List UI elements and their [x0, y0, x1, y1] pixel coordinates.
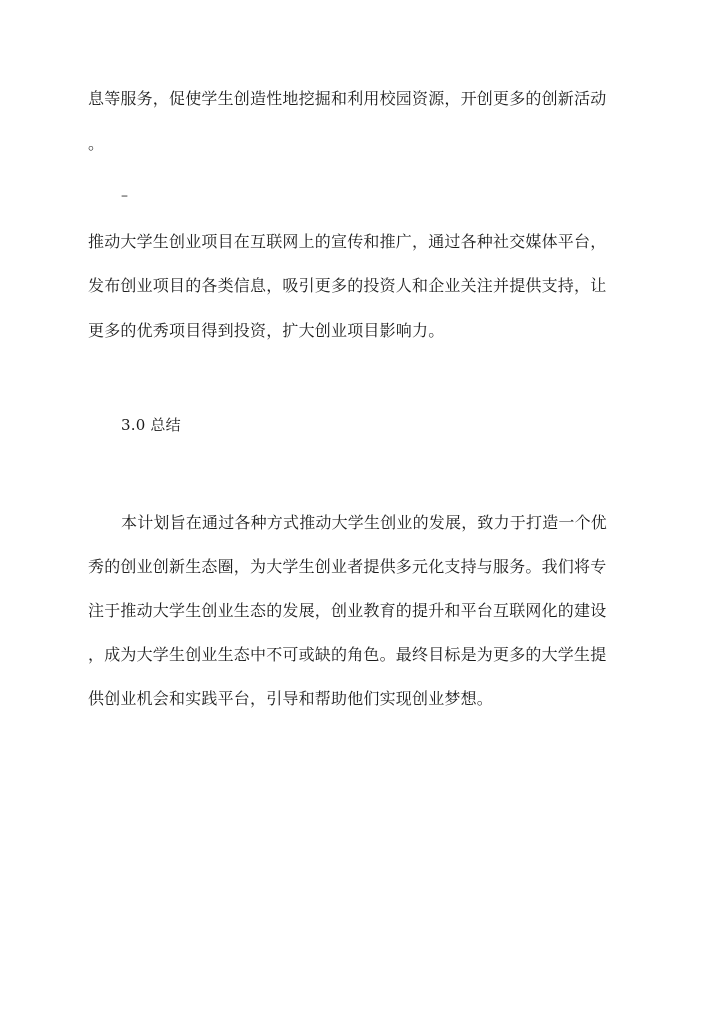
paragraph-line: 更多的优秀项目得到投资，扩大创业项目影响力。: [88, 321, 445, 340]
paragraph-line: 息等服务，促使学生创造性地挖掘和利用校园资源，开创更多的创新活动: [88, 89, 607, 108]
paragraph-line: ，成为大学生创业生态中不可或缺的角色。最终目标是为更多的大学生提: [88, 645, 607, 664]
section-heading: 3.0 总结: [121, 416, 181, 434]
paragraph-line: 。: [88, 134, 105, 153]
list-marker: –: [121, 188, 129, 204]
paragraph-line: 推动大学生创业项目在互联网上的宣传和推广，通过各种社交媒体平台，: [88, 232, 607, 251]
paragraph-line: 注于推动大学生创业生态的发展，创业教育的提升和平台互联网化的建设: [88, 601, 607, 620]
paragraph-line: 发布创业项目的各类信息，吸引更多的投资人和企业关注并提供支持，让: [88, 276, 607, 295]
paragraph-line: 秀的创业创新生态圈，为大学生创业者提供多元化支持与服务。我们将专: [88, 557, 607, 576]
paragraph-line: 本计划旨在通过各种方式推动大学生创业的发展，致力于打造一个优: [121, 513, 608, 532]
paragraph-line: 供创业机会和实践平台，引导和帮助他们实现创业梦想。: [88, 689, 494, 708]
